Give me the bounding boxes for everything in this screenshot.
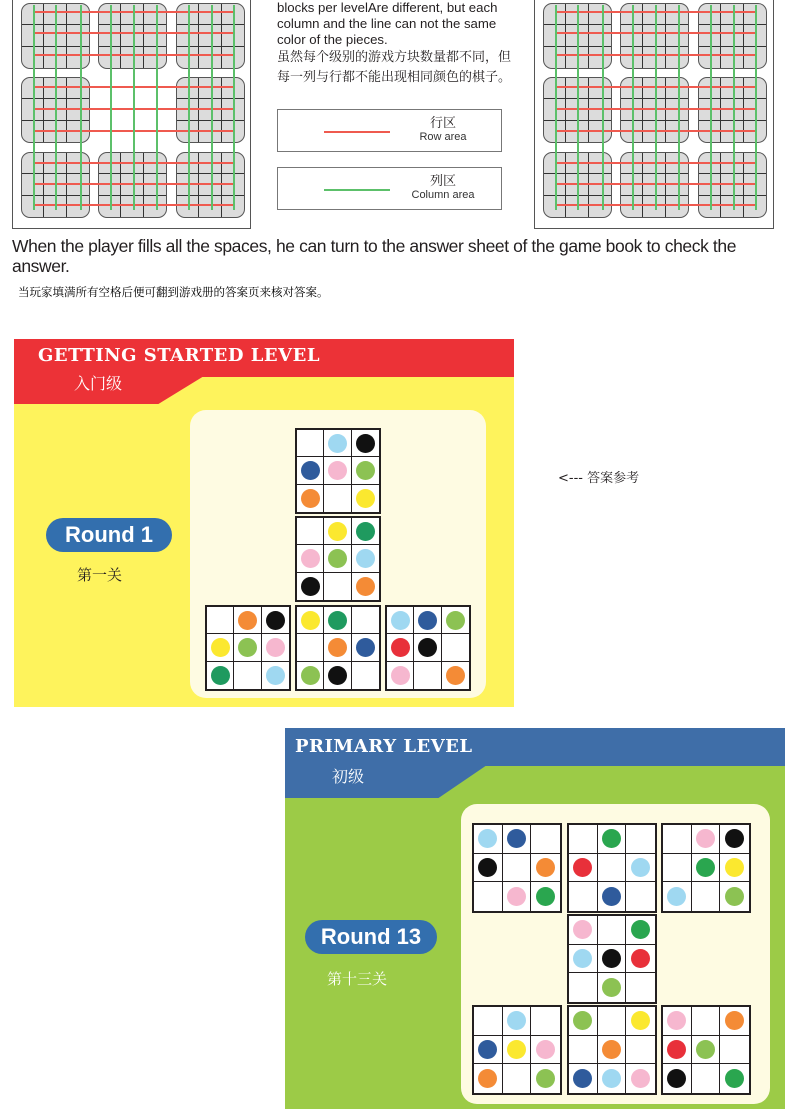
black-piece-icon: [328, 666, 347, 685]
piece-cell: [598, 1064, 627, 1093]
orange-piece-icon: [478, 1069, 497, 1088]
orange-piece-icon: [602, 1040, 621, 1059]
orange-piece-icon: [536, 858, 555, 877]
pink-piece-icon: [631, 1069, 650, 1088]
empty-cell: [297, 518, 324, 545]
piece-cell: [692, 825, 721, 854]
puzzle-grid-bottom-right: [661, 1005, 751, 1095]
piece-cell: [720, 1007, 749, 1036]
level-card-primary: [285, 728, 785, 1109]
piece-cell: [297, 485, 324, 512]
piece-cell: [569, 945, 598, 974]
lime-piece-icon: [328, 549, 347, 568]
lime-piece-icon: [725, 887, 744, 906]
lightblue-piece-icon: [356, 549, 375, 568]
piece-cell: [234, 634, 261, 661]
legend-column-area: [277, 167, 502, 210]
forest-piece-icon: [536, 887, 555, 906]
piece-cell: [474, 854, 503, 883]
piece-cell: [598, 973, 627, 1002]
pink-piece-icon: [667, 1011, 686, 1030]
empty-cell: [626, 882, 655, 911]
piece-cell: [531, 1036, 560, 1065]
piece-cell: [531, 1064, 560, 1093]
piece-cell: [626, 1007, 655, 1036]
piece-cell: [598, 882, 627, 911]
level-card-getting-started: [14, 339, 514, 707]
piece-cell: [663, 882, 692, 911]
yellow-piece-icon: [211, 638, 230, 657]
forest-piece-icon: [631, 920, 650, 939]
empty-cell: [474, 1007, 503, 1036]
pink-piece-icon: [266, 638, 285, 657]
empty-cell: [720, 1036, 749, 1065]
orange-piece-icon: [725, 1011, 744, 1030]
column-guide-line: [133, 5, 135, 210]
empty-cell: [626, 1036, 655, 1065]
piece-cell: [531, 854, 560, 883]
lightblue-piece-icon: [507, 1011, 526, 1030]
column-guide-line: [678, 5, 680, 210]
black-piece-icon: [478, 858, 497, 877]
piece-cell: [324, 607, 351, 634]
column-guide-line: [632, 5, 634, 210]
lime-piece-icon: [301, 666, 320, 685]
instructions-en: When the player fills all the spaces, he can turn to the answer sheet of the game book to check the answer.: [12, 236, 737, 276]
puzzle-board: [461, 804, 770, 1104]
piece-cell: [324, 457, 351, 484]
piece-cell: [324, 545, 351, 572]
forest-piece-icon: [696, 858, 715, 877]
empty-cell: [503, 854, 532, 883]
piece-cell: [626, 854, 655, 883]
red-piece-icon: [667, 1040, 686, 1059]
column-guide-line: [655, 5, 657, 210]
orange-piece-icon: [328, 638, 347, 657]
empty-cell: [569, 1036, 598, 1065]
piece-cell: [663, 1036, 692, 1065]
puzzle-grid-bottom-left: [472, 1005, 562, 1095]
empty-cell: [234, 662, 261, 689]
black-piece-icon: [266, 611, 285, 630]
puzzle-grid-bottom-center: [567, 1005, 657, 1095]
round-badge: Round 1: [46, 518, 172, 552]
empty-cell: [626, 973, 655, 1002]
piece-cell: [207, 634, 234, 661]
piece-cell: [663, 1064, 692, 1093]
piece-cell: [474, 1036, 503, 1065]
piece-cell: [387, 607, 414, 634]
piece-cell: [720, 854, 749, 883]
piece-cell: [569, 1064, 598, 1093]
empty-cell: [503, 1064, 532, 1093]
piece-cell: [297, 662, 324, 689]
empty-cell: [414, 662, 441, 689]
piece-cell: [569, 1007, 598, 1036]
red-piece-icon: [631, 949, 650, 968]
piece-cell: [503, 825, 532, 854]
orange-piece-icon: [356, 577, 375, 596]
piece-cell: [531, 882, 560, 911]
empty-cell: [692, 882, 721, 911]
piece-cell: [234, 607, 261, 634]
empty-cell: [692, 1007, 721, 1036]
forest-piece-icon: [602, 829, 621, 848]
black-piece-icon: [725, 829, 744, 848]
lightblue-piece-icon: [631, 858, 650, 877]
row-column-diagram-left: [12, 0, 251, 229]
puzzle-grid-bottom-left: [205, 605, 291, 691]
black-piece-icon: [602, 949, 621, 968]
lime-piece-icon: [602, 978, 621, 997]
lightblue-piece-icon: [266, 666, 285, 685]
empty-cell: [352, 662, 379, 689]
empty-cell: [442, 634, 469, 661]
column-guide-line: [211, 5, 213, 210]
lightblue-piece-icon: [667, 887, 686, 906]
column-guide-line: [733, 5, 735, 210]
legend-column-en: Column area: [411, 189, 475, 201]
lightblue-piece-icon: [573, 949, 592, 968]
navy-piece-icon: [602, 887, 621, 906]
pink-piece-icon: [328, 461, 347, 480]
legend-row-area: [277, 109, 502, 152]
empty-cell: [531, 825, 560, 854]
piece-cell: [352, 430, 379, 457]
column-guide-line: [755, 5, 757, 210]
navy-piece-icon: [573, 1069, 592, 1088]
piece-cell: [598, 1036, 627, 1065]
puzzle-grid-top-center: [567, 823, 657, 913]
lime-piece-icon: [356, 461, 375, 480]
column-guide-line: [233, 5, 235, 210]
piece-cell: [692, 854, 721, 883]
column-line-swatch: [324, 189, 390, 191]
piece-cell: [442, 607, 469, 634]
empty-cell: [598, 916, 627, 945]
orange-piece-icon: [238, 611, 257, 630]
empty-cell: [663, 825, 692, 854]
piece-cell: [387, 662, 414, 689]
level-title: PRIMARY LEVEL: [295, 736, 473, 757]
level-subtitle: 入门级: [74, 374, 123, 393]
round-label-cn: 第十三关: [327, 970, 388, 988]
red-piece-icon: [391, 638, 410, 657]
piece-cell: [352, 634, 379, 661]
piece-cell: [474, 825, 503, 854]
empty-cell: [569, 973, 598, 1002]
legend-column-cn: 列区: [429, 174, 456, 189]
round-badge: Round 13: [305, 920, 437, 954]
column-guide-line: [80, 5, 82, 210]
piece-cell: [720, 1064, 749, 1093]
lime-piece-icon: [696, 1040, 715, 1059]
level-title: GETTING STARTED LEVEL: [38, 345, 320, 366]
piece-cell: [569, 916, 598, 945]
piece-cell: [352, 545, 379, 572]
column-guide-line: [55, 5, 57, 210]
piece-cell: [352, 518, 379, 545]
answer-reference-note: <--- 答案参考: [558, 471, 640, 486]
piece-cell: [692, 1036, 721, 1065]
lightblue-piece-icon: [391, 611, 410, 630]
puzzle-grid-middle: [295, 516, 381, 602]
piece-cell: [324, 634, 351, 661]
column-guide-line: [710, 5, 712, 210]
piece-cell: [569, 854, 598, 883]
piece-cell: [207, 662, 234, 689]
pink-piece-icon: [573, 920, 592, 939]
column-guide-line: [33, 5, 35, 210]
lightblue-piece-icon: [478, 829, 497, 848]
rules-description: [277, 0, 517, 87]
orange-piece-icon: [446, 666, 465, 685]
puzzle-grid-bottom-center: [295, 605, 381, 691]
piece-cell: [297, 545, 324, 572]
empty-cell: [569, 825, 598, 854]
piece-cell: [262, 634, 289, 661]
green-piece-icon: [211, 666, 230, 685]
piece-cell: [503, 882, 532, 911]
puzzle-grid-bottom-right: [385, 605, 471, 691]
piece-cell: [352, 457, 379, 484]
piece-cell: [324, 430, 351, 457]
navy-piece-icon: [507, 829, 526, 848]
piece-cell: [720, 825, 749, 854]
empty-cell: [352, 607, 379, 634]
piece-cell: [503, 1007, 532, 1036]
piece-cell: [442, 662, 469, 689]
empty-cell: [531, 1007, 560, 1036]
puzzle-grid-top-right: [661, 823, 751, 913]
legend-row-cn: 行区: [429, 116, 456, 131]
piece-cell: [297, 607, 324, 634]
piece-cell: [352, 485, 379, 512]
piece-cell: [626, 945, 655, 974]
navy-piece-icon: [301, 461, 320, 480]
pink-piece-icon: [536, 1040, 555, 1059]
pink-piece-icon: [391, 666, 410, 685]
piece-cell: [352, 573, 379, 600]
black-piece-icon: [418, 638, 437, 657]
empty-cell: [692, 1064, 721, 1093]
empty-cell: [598, 1007, 627, 1036]
puzzle-grid-middle: [567, 914, 657, 1004]
yellow-piece-icon: [301, 611, 320, 630]
piece-cell: [297, 573, 324, 600]
empty-cell: [598, 854, 627, 883]
lightblue-piece-icon: [602, 1069, 621, 1088]
puzzle-grid-top: [295, 428, 381, 514]
round-label-cn: 第一关: [77, 566, 123, 584]
lime-piece-icon: [573, 1011, 592, 1030]
rules-description-cn: 虽然每个级别的游戏方块数量都不同，但每一列与行都不能出现相同颜色的棋子。: [277, 50, 512, 85]
empty-cell: [626, 825, 655, 854]
level-banner: [14, 339, 514, 405]
black-piece-icon: [667, 1069, 686, 1088]
puzzle-board: [190, 410, 486, 698]
piece-cell: [324, 518, 351, 545]
piece-cell: [414, 607, 441, 634]
piece-cell: [324, 662, 351, 689]
legend-row-en: Row area: [419, 131, 467, 143]
yellow-piece-icon: [328, 522, 347, 541]
piece-cell: [474, 1064, 503, 1093]
pink-piece-icon: [696, 829, 715, 848]
black-piece-icon: [301, 577, 320, 596]
green-piece-icon: [356, 522, 375, 541]
forest-piece-icon: [725, 1069, 744, 1088]
column-guide-line: [110, 5, 112, 210]
lime-piece-icon: [238, 638, 257, 657]
piece-cell: [503, 1036, 532, 1065]
puzzle-grid-top-left: [472, 823, 562, 913]
piece-cell: [297, 457, 324, 484]
navy-piece-icon: [418, 611, 437, 630]
navy-piece-icon: [356, 638, 375, 657]
lime-piece-icon: [446, 611, 465, 630]
piece-cell: [598, 825, 627, 854]
empty-cell: [474, 882, 503, 911]
column-guide-line: [156, 5, 158, 210]
empty-cell: [663, 854, 692, 883]
piece-cell: [414, 634, 441, 661]
row-column-diagram-right: [534, 0, 774, 229]
lime-piece-icon: [536, 1069, 555, 1088]
green-piece-icon: [328, 611, 347, 630]
lightblue-piece-icon: [328, 434, 347, 453]
empty-cell: [324, 573, 351, 600]
level-banner: [285, 728, 785, 794]
black-piece-icon: [356, 434, 375, 453]
instructions-cn: 当玩家填满所有空格后便可翻到游戏册的答案页来核对答案。: [18, 285, 329, 299]
yellow-piece-icon: [507, 1040, 526, 1059]
piece-cell: [262, 662, 289, 689]
row-line-swatch: [324, 131, 390, 133]
column-guide-line: [602, 5, 604, 210]
pink-piece-icon: [301, 549, 320, 568]
piece-cell: [387, 634, 414, 661]
column-guide-line: [577, 5, 579, 210]
piece-cell: [262, 607, 289, 634]
red-piece-icon: [573, 858, 592, 877]
orange-piece-icon: [301, 489, 320, 508]
column-guide-line: [555, 5, 557, 210]
piece-cell: [663, 1007, 692, 1036]
level-subtitle: 初级: [332, 767, 365, 786]
empty-cell: [297, 634, 324, 661]
yellow-piece-icon: [356, 489, 375, 508]
column-guide-line: [188, 5, 190, 210]
empty-cell: [569, 882, 598, 911]
pink-piece-icon: [507, 887, 526, 906]
empty-cell: [324, 485, 351, 512]
yellow-piece-icon: [725, 858, 744, 877]
rules-description-en: blocks per levelAre different, but each column and the line can not the same color of the pieces.: [277, 0, 498, 47]
piece-cell: [626, 916, 655, 945]
piece-cell: [598, 945, 627, 974]
yellow-piece-icon: [631, 1011, 650, 1030]
empty-cell: [207, 607, 234, 634]
empty-cell: [297, 430, 324, 457]
piece-cell: [720, 882, 749, 911]
navy-piece-icon: [478, 1040, 497, 1059]
piece-cell: [626, 1064, 655, 1093]
